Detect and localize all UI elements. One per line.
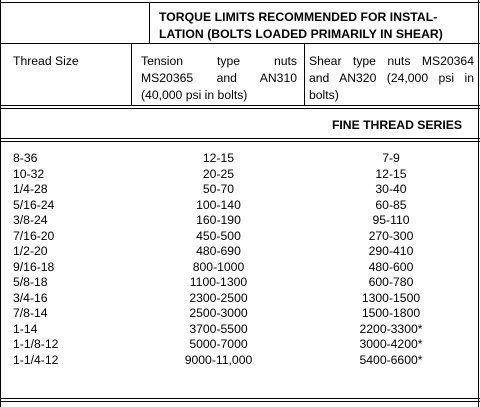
thread-size-cell: 1-1/8-12 <box>13 337 59 351</box>
header-divider <box>0 43 480 44</box>
tension-torque-cell: 450-500 <box>196 228 241 243</box>
column-header-tension <box>141 53 297 104</box>
table-row <box>0 291 480 307</box>
tension-torque-cell: 3700-5500 <box>189 321 248 336</box>
column-divider-2 <box>304 43 305 105</box>
tension-torque-cell: 800-1000 <box>192 259 245 274</box>
table-row <box>0 151 480 167</box>
tension-torque-cell: 160-190 <box>196 213 241 227</box>
table-bottom-border-double <box>0 401 480 402</box>
table-row <box>0 167 480 183</box>
table-row <box>0 275 480 291</box>
table-row <box>0 213 480 229</box>
tension-torque-cell: 20-25 <box>202 166 235 181</box>
series-divider-double <box>0 141 480 142</box>
thread-size-cell: 1/2-20 <box>13 244 48 258</box>
thread-size-cell: 3/8-24 <box>13 213 48 227</box>
thread-size-cell: 1-1/4-12 <box>13 352 59 367</box>
shear-torque-cell: 5400-6600* <box>359 352 423 367</box>
table-row <box>0 198 480 214</box>
shear-torque-cell: 1500-1800 <box>361 306 421 320</box>
title-line: TORQUE LIMITS RECOMMENDED FOR INSTAL- <box>159 10 438 24</box>
table-row <box>0 353 480 369</box>
table-title <box>159 9 477 43</box>
tension-torque-cell: 5000-7000 <box>189 337 248 351</box>
column-header-line: Tension type nuts <box>141 54 297 68</box>
shear-torque-cell: 270-300 <box>368 228 414 243</box>
table-bottom-border <box>0 398 480 399</box>
tension-torque-cell: 2300-2500 <box>189 290 248 305</box>
thread-size-cell: 7/8-14 <box>13 306 48 320</box>
table-row <box>0 337 480 353</box>
thread-size-cell: 7/16-20 <box>13 228 55 243</box>
table-row <box>0 306 480 322</box>
series-divider <box>0 138 480 139</box>
tension-torque-cell: 12-15 <box>202 151 235 165</box>
tension-torque-cell: 50-70 <box>202 182 235 196</box>
thread-size-cell: 1-14 <box>13 321 38 336</box>
tension-torque-cell: 2500-3000 <box>189 306 248 320</box>
table-row <box>0 182 480 198</box>
thread-size-cell: 10-32 <box>13 166 45 181</box>
column-header-line: Thread Size <box>13 54 79 68</box>
table-row <box>0 322 480 338</box>
column-divider-1 <box>131 43 132 105</box>
table-body <box>0 151 480 368</box>
shear-torque-cell: 480-600 <box>368 259 414 274</box>
column-header-line: bolts) <box>309 88 339 102</box>
column-header-thread-size <box>13 53 79 70</box>
thread-size-cell: 3/4-16 <box>13 290 48 305</box>
shear-torque-cell: 7-9 <box>382 151 400 165</box>
column-header-divider-double <box>0 108 480 109</box>
tension-torque-cell: 9000-11,000 <box>184 352 253 367</box>
column-header-divider <box>0 105 480 106</box>
shear-torque-cell: 290-410 <box>368 244 414 258</box>
column-header-line: MS20365 and AN310 <box>141 71 297 85</box>
shear-torque-cell: 600-780 <box>368 275 414 289</box>
column-header-line: Shear type nuts MS20364 <box>309 54 474 68</box>
column-header-line: and AN320 (24,000 psi in <box>309 71 474 85</box>
table-row <box>0 244 480 260</box>
shear-torque-cell: 2200-3300* <box>359 321 423 336</box>
shear-torque-cell: 95-110 <box>372 213 410 227</box>
table-row <box>0 229 480 245</box>
thread-size-cell: 8-36 <box>13 151 38 165</box>
shear-torque-cell: 12-15 <box>375 166 407 181</box>
column-header-shear <box>309 53 474 104</box>
table-top-border <box>0 2 480 3</box>
tension-torque-cell: 480-690 <box>196 244 241 258</box>
tension-torque-cell: 1100-1300 <box>189 275 248 289</box>
thread-size-cell: 9/16-18 <box>13 259 55 274</box>
thread-size-cell: 5/8-18 <box>13 275 48 289</box>
table-row <box>0 260 480 276</box>
title-line: LATION (BOLTS LOADED PRIMARILY IN SHEAR) <box>159 27 443 41</box>
title-left-divider <box>149 2 150 43</box>
thread-size-cell: 1/4-28 <box>13 182 48 196</box>
shear-torque-cell: 1300-1500 <box>361 290 421 305</box>
shear-torque-cell: 3000-4200* <box>359 337 423 351</box>
column-header-line: (40,000 psi in bolts) <box>141 88 248 102</box>
tension-torque-cell: 100-140 <box>196 197 241 212</box>
shear-torque-cell: 30-40 <box>375 182 407 196</box>
series-label: FINE THREAD SERIES <box>331 118 462 132</box>
thread-size-cell: 5/16-24 <box>13 197 55 212</box>
shear-torque-cell: 60-85 <box>375 197 407 212</box>
